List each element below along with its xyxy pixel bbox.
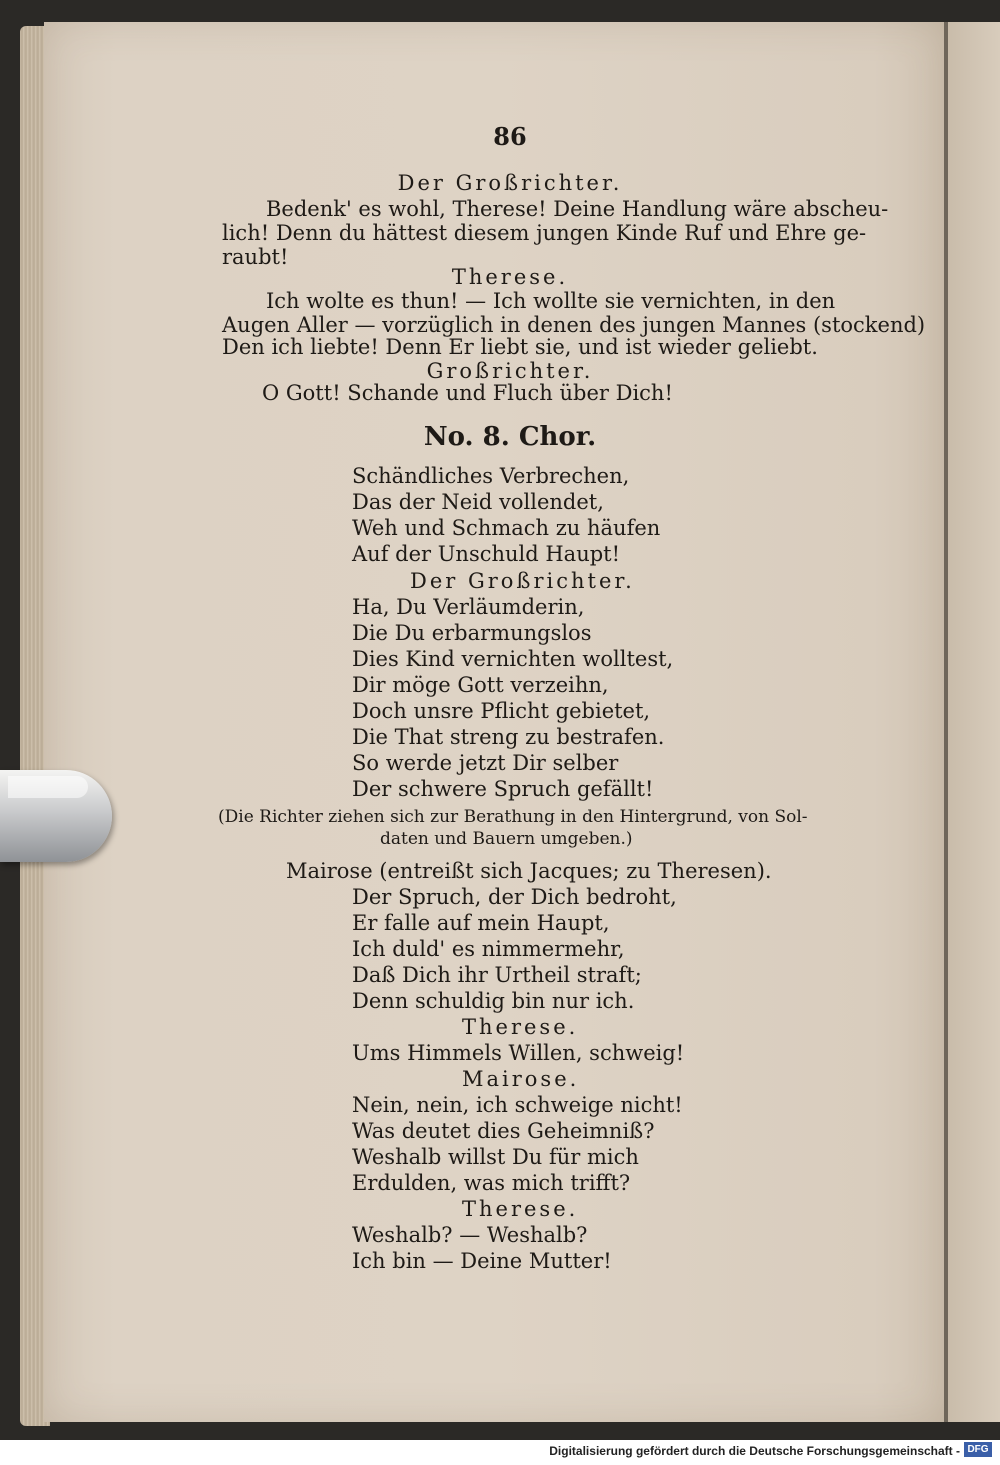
verse-line: Daß Dich ihr Urtheil straft; (352, 963, 642, 987)
verse-line: So werde jetzt Dir selber (352, 751, 619, 775)
verse-line: Die That streng zu bestrafen. (352, 725, 665, 749)
verse-line: Weshalb? — Weshalb? (352, 1223, 588, 1247)
dialogue-line: O Gott! Schande und Fluch über Dich! (262, 381, 673, 405)
verse-line: Schändliches Verbrechen, (352, 464, 630, 488)
adjacent-page-edge (948, 22, 1000, 1422)
page-holder-clip (0, 770, 112, 862)
stage-direction: (Die Richter ziehen sich zur Berathung in den Hintergrund, von Sol- (218, 807, 808, 827)
dialogue-line: Ich wolte es thun! — Ich wollte sie vernichten, in den (266, 289, 836, 313)
verse-line: Er falle auf mein Haupt, (352, 911, 610, 935)
verse-line: Was deutet dies Geheimniß? (352, 1119, 655, 1143)
verse-line: Das der Neid vollendet, (352, 490, 604, 514)
verse-line: Der Spruch, der Dich bedroht, (352, 885, 677, 909)
speaker-heading: Der Großrichter. (410, 569, 635, 593)
stage-direction: daten und Bauern umgeben.) (380, 829, 633, 849)
dialogue-line: Augen Aller — vorzüglich in denen des jungen Mannes (stockend) (222, 313, 926, 337)
verse-line: Doch unsre Pflicht gebietet, (352, 699, 651, 723)
verse-line: Weh und Schmach zu häufen (352, 516, 661, 540)
speaker-heading: Therese. (462, 1197, 579, 1221)
speaker-heading: Mairose. (462, 1067, 580, 1091)
verse-line: Weshalb willst Du für mich (352, 1145, 639, 1169)
dialogue-line: lich! Denn du hättest diesem jungen Kinde Ruf und Ehre ge- (222, 221, 867, 245)
verse-line: Dir möge Gott verzeihn, (352, 673, 609, 697)
dfg-logo: DFG (964, 1442, 992, 1457)
dialogue-line: Bedenk' es wohl, Therese! Deine Handlung wäre abscheu- (266, 197, 889, 221)
footer-credit: Digitalisierung gefördert durch die Deutsche Forschungsgemeinschaft - (549, 1444, 960, 1458)
speaker-heading: Großrichter. (426, 359, 594, 383)
speaker-heading: Therese. (462, 1015, 579, 1039)
verse-line: Ha, Du Verläumderin, (352, 595, 585, 619)
verse-line: Ich bin — Deine Mutter! (352, 1249, 612, 1273)
verse-line: Auf der Unschuld Haupt! (352, 542, 621, 566)
verse-line: Die Du erbarmungslos (352, 621, 592, 645)
speaker-line: Mairose (entreißt sich Jacques; zu Theresen). (286, 859, 772, 883)
verse-line: Dies Kind vernichten wolltest, (352, 647, 674, 671)
clip-highlight (8, 776, 88, 798)
verse-line: Denn schuldig bin nur ich. (352, 989, 635, 1013)
dialogue-line: Den ich liebte! Denn Er liebt sie, und ist wieder geliebt. (222, 335, 818, 359)
verse-line: Ich duld' es nimmermehr, (352, 937, 625, 961)
verse-line: Erdulden, was mich trifft? (352, 1171, 631, 1195)
speaker-heading: Therese. (451, 265, 569, 289)
page-number: 86 (493, 122, 527, 151)
speaker-heading: Der Großrichter. (397, 171, 623, 195)
verse-line: Der schwere Spruch gefällt! (352, 777, 654, 801)
chorus-heading: No. 8. Chor. (423, 422, 597, 452)
verse-line: Ums Himmels Willen, schweig! (352, 1041, 685, 1065)
dialogue-line: raubt! (222, 245, 289, 269)
verse-line: Nein, nein, ich schweige nicht! (352, 1093, 683, 1117)
